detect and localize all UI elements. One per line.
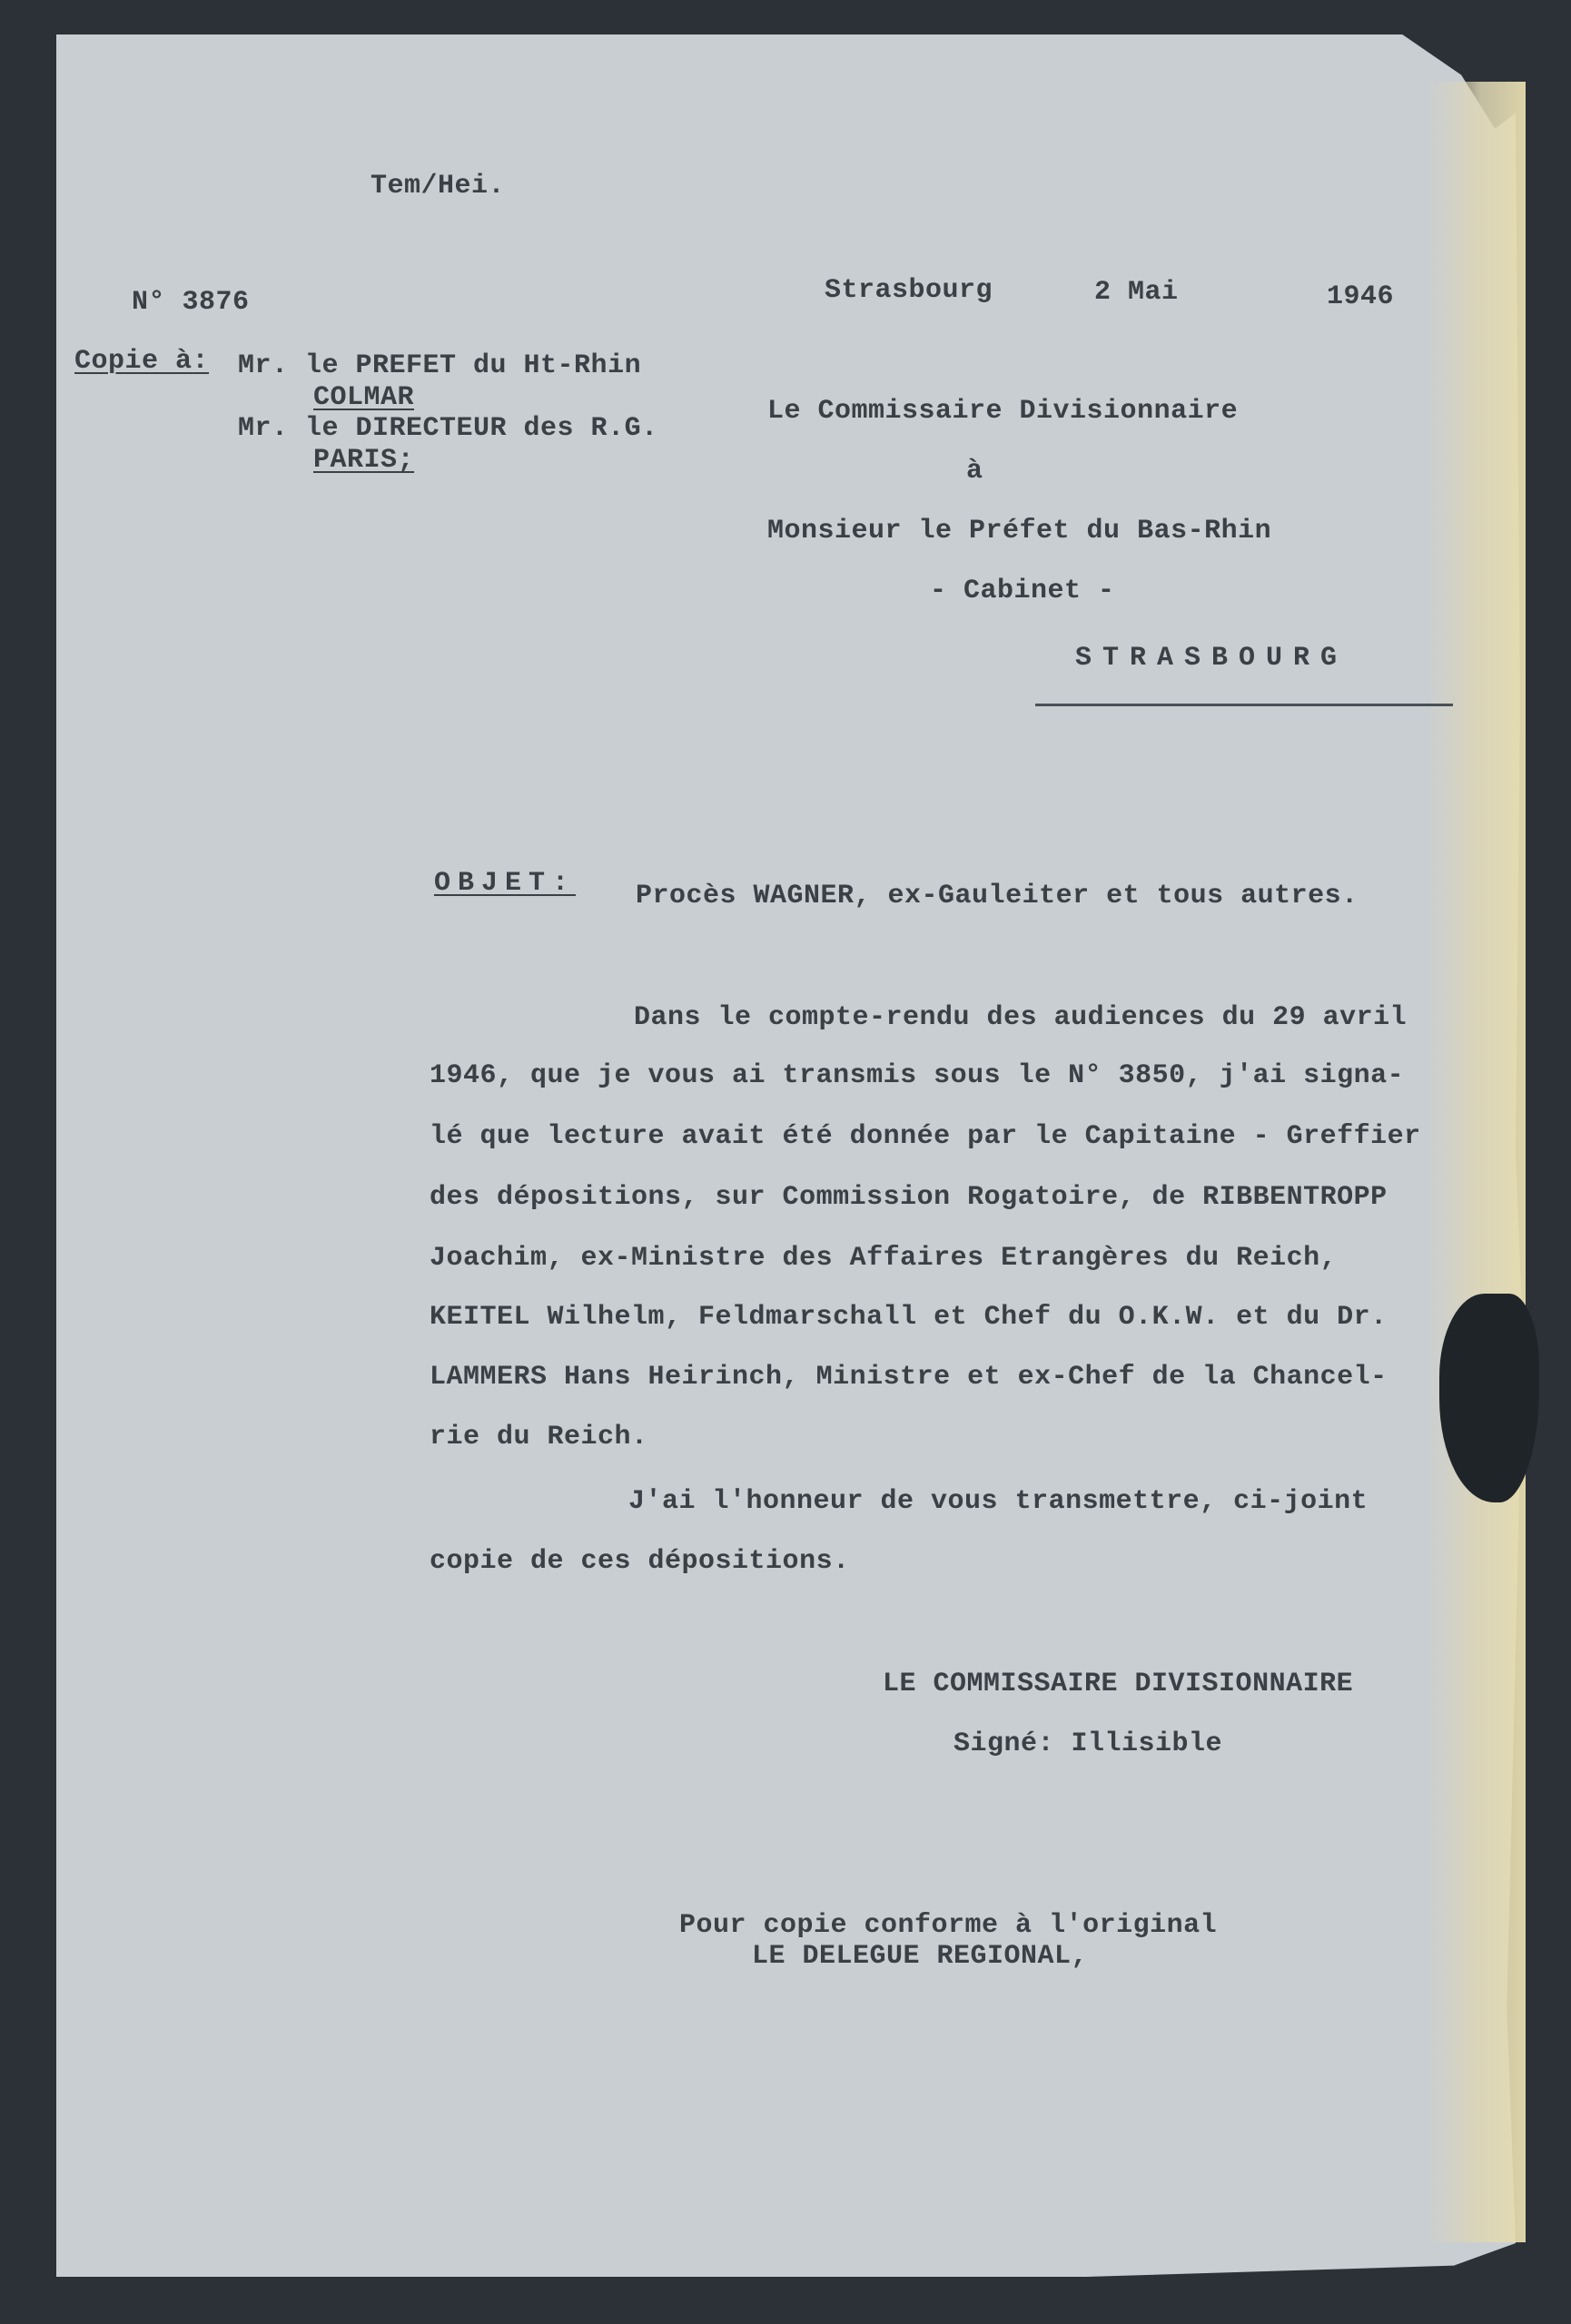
copy-recipient-1: Mr. le PREFET du Ht-Rhin [238, 350, 642, 381]
subject-label: OBJET: [434, 868, 577, 899]
torn-hole [1439, 1294, 1539, 1502]
body-line: rie du Reich. [430, 1422, 648, 1452]
body-line: copie de ces dépositions. [430, 1546, 850, 1577]
body-line: 1946, que je vous ai transmis sous le N° 3850, j'ai signa- [430, 1060, 1405, 1091]
body-line: des dépositions, sur Commission Rogatoire, de RIBBENTROPP [430, 1182, 1388, 1213]
initials: Tem/Hei. [371, 171, 506, 202]
signature-title: LE COMMISSAIRE DIVISIONNAIRE [883, 1669, 1354, 1699]
reference-number: N° 3876 [132, 287, 250, 318]
body-line: J'ai l'honneur de vous transmettre, ci-joint [628, 1486, 1368, 1517]
certification-line: Pour copie conforme à l'original [679, 1910, 1218, 1941]
copy-recipient-1-city: COLMAR [313, 382, 415, 413]
body-line: lé que lecture avait été donnée par le Capitaine - Greffier [430, 1121, 1421, 1152]
address-rule [1035, 704, 1453, 706]
year: 1946 [1327, 281, 1395, 312]
copy-recipient-2: Mr. le DIRECTEUR des R.G. [238, 413, 658, 444]
copy-recipient-2-city: PARIS; [313, 445, 415, 476]
sender: Le Commissaire Divisionnaire [767, 396, 1239, 427]
date: 2 Mai [1094, 277, 1179, 308]
signature-signed: Signé: Illisible [953, 1728, 1223, 1759]
to-word: à [966, 456, 983, 487]
recipient-department: - Cabinet - [930, 576, 1115, 606]
body-line: Dans le compte-rendu des audiences du 29 avril [634, 1002, 1408, 1033]
copies-label: Copie à: [74, 346, 210, 377]
recipient: Monsieur le Préfet du Bas-Rhin [767, 516, 1272, 547]
body-line: LAMMERS Hans Heirinch, Ministre et ex-Chef de la Chancel- [430, 1362, 1388, 1393]
body-line: Joachim, ex-Ministre des Affaires Etrangères du Reich, [430, 1243, 1338, 1274]
body-line: KEITEL Wilhelm, Feldmarschall et Chef du O.K.W. et du Dr. [430, 1302, 1388, 1333]
subject-text: Procès WAGNER, ex-Gauleiter et tous autres. [636, 881, 1359, 911]
place: Strasbourg [825, 275, 993, 306]
certification-signatory: LE DELEGUE REGIONAL, [752, 1941, 1089, 1972]
recipient-city: STRASBOURG [1075, 643, 1349, 674]
